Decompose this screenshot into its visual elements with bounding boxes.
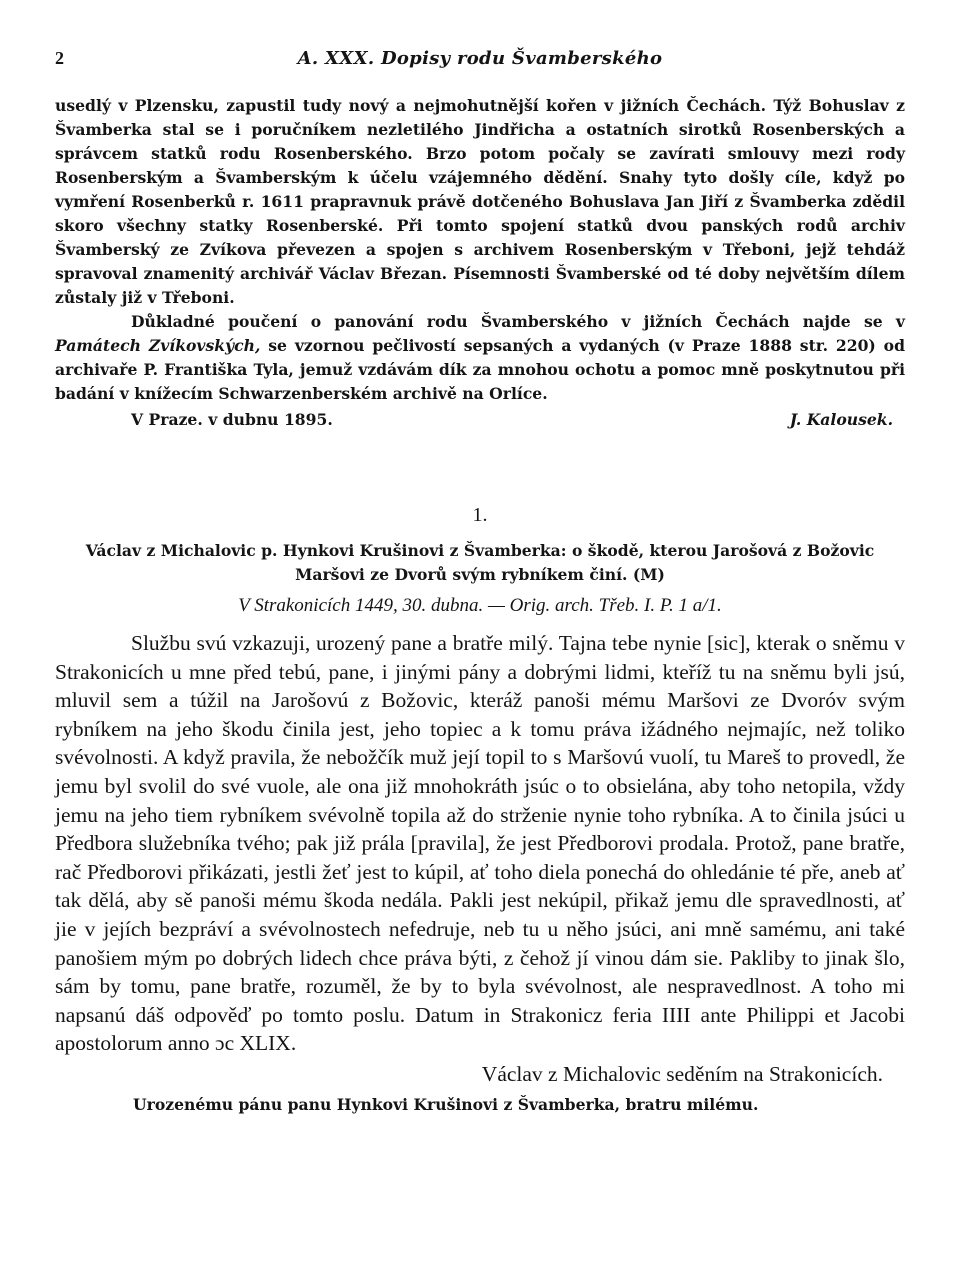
letter-address: Urozenému pánu panu Hynkovi Krušinovi z Švamberka, bratru milému. <box>133 1094 759 1114</box>
place-and-date: V Praze. v dubnu 1895. <box>131 410 333 429</box>
intro-paragraph-reference <box>55 310 905 406</box>
letter-paragraph: Službu svú vzkazuji, urozený pane a bratře milý. Tajna tebe nynie [sic], kterak o sněmu v Strakonicích u mne před tebú, pane, i jinými pány a dobrými lidmi, kteříž tu na sněmu byli jsú, mluvil sem a túžil na Jarošovú z Božovic, kteráž panoši mému Maršovi ze Dvoróv svým rybníkem na jeho škodu činila jest, jeho topiec a k tomu práva ižádného nejmajíc, než toliko svévolnosti. A když pravila, že nebožčík muž její topil to s Maršovú vuolí, tu Mareš to provedl, že jemu byl svolil do své vuole, ale ona již mnohokráth jsúc o to obsielána, aby toho netopila, vždy jemu na jeho tiem rybníkem svévolně topila až do strženie nynie toho rybníka. A to činila jsúci u Předbora služebníka tvého; pak již prála [pravila], že jest Předborovi prodala. Protož, pane bratře, rač Předborovi přikázati, jestli žeť jest to kúpil, ať toho diela ponechá do ohledánie té pře, aneb ať tak dělá, aby sě panoši mému škoda nedála. Pakli jest nekúpil, přikaž jemu dle spravedlnosti, ať jie v jejích bezpráví a svévolnostech nefedruje, neb tu u něho jsúci, ani mně samému, ani také panošiem mým po dobrých lidech chce práva býti, z čehož jí vinou dám sie. Pakliby to jinak šlo, sám by tomu, pane bratře, rozuměl, že by to byla svévolnost, ale nespravedlnost. A toho mi napsanú dáš odpověď po tomto poslu. Datum in Strakonicz feria IIII ante Philippi et Jacobi apostolorum anno ɔc XLIX. <box>55 631 905 1056</box>
document-regest <box>55 539 905 587</box>
intro-signoff <box>55 410 905 436</box>
page-header <box>55 42 905 80</box>
document-number: 1. <box>472 504 488 526</box>
regest-line: Maršovi ze Dvorů svým rybníkem činí. (M) <box>295 565 665 584</box>
page-number: 2 <box>55 48 64 68</box>
introduction <box>55 94 905 406</box>
author-name: J. Kalousek. <box>789 410 893 429</box>
intro-paragraph: usedlý v Plzensku, zapustil tudy nový a nejmohutnější kořen v jižních Čechách. Týž Bohuslav z Švamberka stal se i poručníkem nezletilého Jindřicha a ostatních sirotků Rosenberských a správcem statků rodu Rosenberského. Brzo potom počaly se zavírati smlouvy mezi rody Rosenberským a Švamberským k účelu vzájemného dědění. Snahy tyto došly cíle, když po vymření Rosenberků r. 1611 prapravnuk právě dotčeného Bohuslava Jan Jiří z Švamberka zdědil skoro všechny statky Rosenberské. Při tomto spojení statků dvou panských rodů archiv Švamberský ze Zvíkova převezen a spojen s archivem Rosenberským v Třeboni, jejž tehdáž spravoval znamenitý archivář Václav Březan. Písemnosti Švamberské od té doby největším dílem zůstaly již v Třeboni. <box>55 96 905 307</box>
intro-text-before: Důkladné poučení o panování rodu Švamberského v jižních Čechách najde se v <box>131 312 905 331</box>
running-title: A. XXX. Dopisy rodu Švamberského <box>297 48 663 69</box>
book-page <box>55 42 905 1117</box>
letter-signature: Václav z Michalovic seděním na Strakonicích. <box>481 1061 883 1086</box>
regest-line: Václav z Michalovic p. Hynkovi Krušinovi z Švamberka: o škodě, kterou Jarošová z Božovic <box>85 541 875 560</box>
cited-work-title: Památech Zvíkovských, <box>55 336 261 355</box>
intro-text-after: se vzornou pečlivostí sepsaných a vydaných (v Praze 1888 str. 220) od archivaře P. Františka Tyla, jemuž vzdávám dík za mnohou ochotu a pomoc mně poskytnutou při badání v knížecím Schwarzenberském archivě na Orlíce. <box>55 336 905 403</box>
document-dating: V Strakonicích 1449, 30. dubna. — Orig. arch. Třeb. I. P. 1 a/1. <box>238 595 722 616</box>
letter-text <box>55 629 905 1058</box>
